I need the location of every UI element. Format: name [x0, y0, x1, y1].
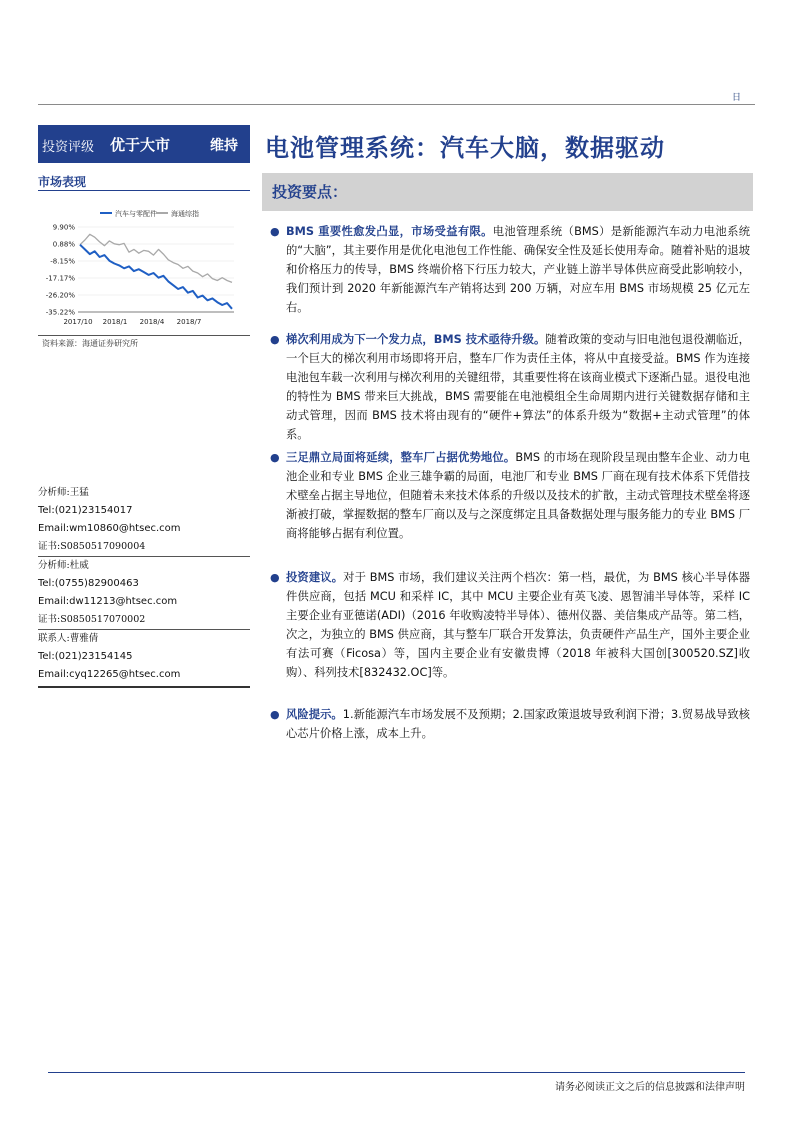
rating-label: 投资评级 — [42, 140, 95, 155]
y-tick-label: -26.20% — [45, 291, 75, 300]
key-point-text: 1.新能源汽车市场发展不及预期；2.国家政策退坡导致利润下滑；3.贸易战导致核心芯片价格上涨，成本上升。 — [286, 708, 750, 740]
y-tick-label: 0.88% — [52, 240, 75, 249]
key-point-text: BMS 的市场在现阶段呈现由整车企业、动力电池企业和专业 BMS 企业三雄争霸的局面，电池厂和专业 BMS 厂商在现有技术体系下凭借技术壁垒占据主导地位，但随着未来技术体系的升级以及技术的扩散，主动式管理技术壁垒将逐渐被打破，掌握数据的整车厂商以及与之深度绑定且具备数据处理与服务能力的专业 BMS 厂商将能够占据有利位置。 — [286, 451, 750, 540]
key-point-lead: 梯次利用成为下一个发力点，BMS 技术亟待升级。 — [286, 333, 546, 346]
bullet-icon: ● — [270, 333, 280, 346]
x-tick-label: 2018/4 — [139, 318, 165, 326]
contact-email[interactable]: Email:cyq12265@htsec.com — [38, 669, 181, 680]
key-point — [270, 448, 750, 543]
report-title: 电池管理系统：汽车大脑，数据驱动 — [265, 133, 665, 162]
key-point-lead: BMS 重要性愈发凸显，市场受益有限。 — [286, 225, 493, 238]
footer-disclaimer[interactable]: 请务必阅读正文之后的信息披露和法律声明 — [555, 1082, 745, 1093]
key-point — [270, 330, 750, 444]
contact-tel: Tel:(021)23154145 — [38, 651, 133, 662]
key-point-text: 电池管理系统（BMS）是新能源汽车动力电池系统的“大脑”，其主要作用是优化电池包工作性能、确保安全性及延长使用寿命。随着补贴的退坡和价格压力的传导，BMS 终端价格下行压力较大，产业链上游半导体供应商受此影响较小，我们预计到 2020 年新能源汽车产销将达到 200 万辆，对应车用 BMS 市场规模 25 亿元左右。 — [286, 225, 750, 314]
source-rule — [38, 335, 250, 336]
rating-bar — [38, 125, 250, 163]
key-point — [270, 568, 750, 682]
bullet-icon: ● — [270, 708, 280, 721]
analyst-tel: Tel:(021)23154017 — [38, 505, 133, 516]
analyst-contacts — [38, 484, 250, 688]
market-performance-chart — [38, 196, 250, 330]
analyst-name: 分析师:杜威 — [38, 560, 89, 571]
market-performance-heading: 市场表现 — [38, 175, 87, 189]
series-line — [80, 245, 232, 309]
key-point — [270, 705, 750, 743]
bullet-icon: ● — [270, 571, 280, 584]
legend-label: 汽车与零配件 — [115, 210, 157, 218]
footer-rule — [48, 1072, 745, 1073]
x-tick-label: 2017/10 — [63, 318, 93, 326]
chart-legend — [100, 209, 199, 218]
x-tick-label: 2018/7 — [176, 318, 202, 326]
analyst-name: 分析师:王猛 — [38, 487, 89, 498]
chart-x-axis-labels — [63, 318, 201, 326]
key-point-lead: 三足鼎立局面将延续，整车厂占据优势地位。 — [286, 451, 516, 464]
chart-source: 资料来源：海通证券研究所 — [42, 339, 138, 348]
rating-action: 维持 — [210, 138, 238, 154]
chart-y-axis-labels — [46, 224, 76, 317]
key-point — [270, 222, 750, 317]
rating-value: 优于大市 — [110, 136, 171, 154]
header-corner-mark: 日 — [731, 93, 741, 103]
key-point-text: 对于 BMS 市场，我们建议关注两个档次：第一档，最优，为 BMS 核心半导体器件供应商，包括 MCU 和采样 IC，其中 MCU 主要企业有英飞凌、恩智浦半导体等，采样 IC 主要企业有亚德诺(ADI)（2016 年收购凌特半导体）、德州仪器、美信集成产品等。第二档，次之，为独立的 BMS 供应商，其与整车厂联合开发算法，负责硬件产品生产，国外主要企业有法可赛（Ficosa）等，国内主要企业有安徽贵博（2018 年被科大国创[300520.SZ]收购）、科列技术[832432.OC]等。 — [286, 571, 750, 679]
analyst-email[interactable]: Email:wm10860@htsec.com — [38, 523, 181, 534]
contacts-bottom-rule — [38, 686, 250, 688]
y-tick-label: -8.15% — [50, 257, 75, 266]
analyst-tel: Tel:(0755)82900463 — [38, 578, 139, 589]
analyst-cert: 证书:S0850517090004 — [38, 541, 146, 552]
legend-label: 海通综指 — [171, 210, 199, 218]
bullet-icon: ● — [270, 451, 280, 464]
chart-series — [80, 234, 232, 308]
x-tick-label: 2018/1 — [102, 318, 128, 326]
bullet-icon: ● — [270, 225, 280, 238]
y-tick-label: -17.17% — [45, 274, 75, 283]
contact-name: 联系人:曹雅倩 — [38, 633, 99, 644]
investment-highlights-band — [262, 173, 753, 211]
key-point-lead: 投资建议。 — [286, 571, 344, 584]
key-point-lead: 风险提示。 — [286, 708, 343, 721]
analyst-email[interactable]: Email:dw11213@htsec.com — [38, 596, 178, 607]
investment-highlights-heading: 投资要点： — [272, 183, 348, 201]
y-tick-label: -35.22% — [45, 308, 75, 317]
header-rule — [38, 104, 755, 105]
analyst-cert: 证书:S0850517070002 — [38, 614, 146, 625]
y-tick-label: 9.90% — [52, 223, 75, 232]
sidebar-heading-rule — [38, 190, 250, 191]
key-point-text: 随着政策的变动与旧电池包退役潮临近，一个巨大的梯次利用市场即将开启，整车厂作为责任主体，将从中直接受益。BMS 作为连接电池包车载一次利用与梯次利用的关键纽带，其重要性将在该商业模式下逐渐凸显。退役电池的特性为 BMS 带来巨大挑战，BMS 需要能在电池模组全生命周期内进行关键数据存储和主动式管理，因而 BMS 技术将由现有的“硬件+算法”的体系升级为“数据+主动式管理”的体系。 — [286, 333, 750, 441]
